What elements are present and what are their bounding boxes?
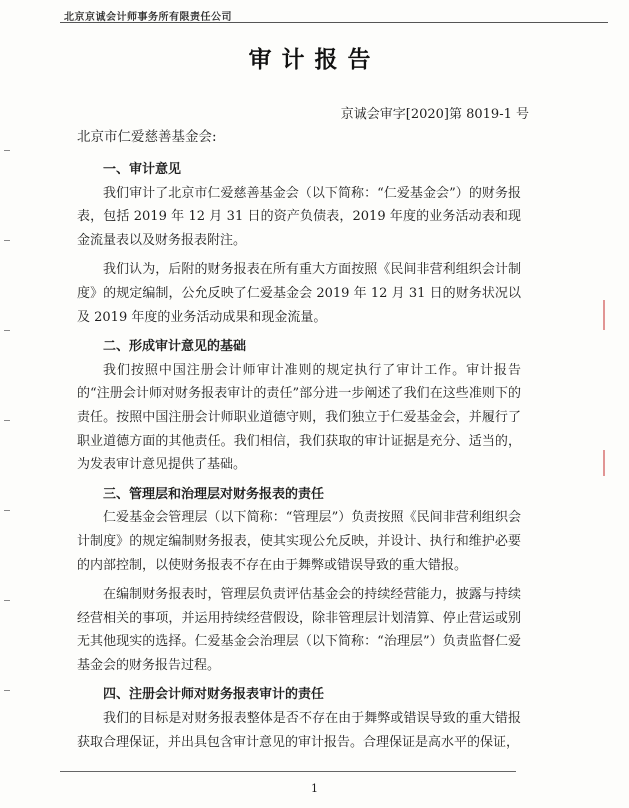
report-body: [77, 158, 521, 754]
binding-mark: [4, 690, 10, 691]
binding-mark: [4, 150, 10, 151]
firm-name-header: 北京京诚会计师事务所有限责任公司: [64, 12, 232, 23]
seal-edge-mark: [603, 450, 605, 476]
paragraph: 仁爱基金会管理层（以下简称：“管理层”）负责按照《民间非营利组织会计制度》的规定编制财务报表，使其实现公允反映，并设计、执行和维护必要的内部控制，以使财务报表不存在由于舞弊或错误导致的重大错报。: [77, 510, 521, 573]
report-number: 京诚会审字[2020]第 8019-1 号: [340, 107, 529, 122]
section-heading-basis-for-opinion: 二、形成审计意见的基础: [103, 339, 247, 355]
binding-mark: [4, 600, 10, 601]
section-heading-management-responsibility: 三、管理层和治理层对财务报表的责任: [103, 486, 325, 502]
paragraph: 在编制财务报表时，管理层负责评估基金会的持续经营能力，披露与持续经营相关的事项，并运用持续经营假设，除非管理层计划清算、停止营运或别无其他现实的选择。仁爱基金会治理层（以下简称：“治理层”）负责监督仁爱基金会的财务报告过程。: [77, 587, 521, 673]
section-heading-auditor-responsibility: 四、注册会计师对财务报表审计的责任: [103, 687, 325, 703]
paragraph: 我们的目标是对财务报表整体是否不存在由于舞弊或错误导致的重大错报获取合理保证，并出具包含审计意见的审计报告。合理保证是高水平的保证，: [77, 711, 521, 750]
header-divider: [60, 22, 608, 23]
paragraph: 我们认为，后附的财务报表在所有重大方面按照《民间非营利组织会计制度》的规定编制，公允反映了仁爱基金会 2019 年 12 月 31 日的财务状况以及 2019 年度的业务活动成果和现金流量。: [77, 262, 521, 325]
seal-edge-mark: [603, 300, 605, 330]
section-heading-audit-opinion: 一、审计意见: [103, 162, 182, 177]
paragraph: 我们审计了北京市仁爱慈善基金会（以下简称：“仁爱基金会”）的财务报表，包括 2019 年 12 月 31 日的资产负债表，2019 年度的业务活动表和现金流量表以及财务报表附注。: [77, 185, 521, 248]
addressee: 北京市仁爱慈善基金会:: [77, 129, 217, 145]
paragraph: 我们按照中国注册会计师审计准则的规定执行了审计工作。审计报告的“注册会计师对财务报表审计的责任”部分进一步阐述了我们在这些准则下的责任。按照中国注册会计师职业道德守则，我们独立于仁爱基金会，并履行了职业道德方面的其他责任。我们相信，我们获取的审计证据是充分、适当的，为发表审计意见提供了基础。: [77, 362, 521, 473]
binding-mark: [4, 510, 10, 511]
footer-divider: [60, 771, 516, 772]
report-title: 审计报告: [248, 47, 381, 73]
binding-mark: [4, 240, 10, 241]
binding-mark: [4, 330, 10, 331]
binding-mark: [4, 420, 10, 421]
page-number: 1: [311, 782, 318, 795]
